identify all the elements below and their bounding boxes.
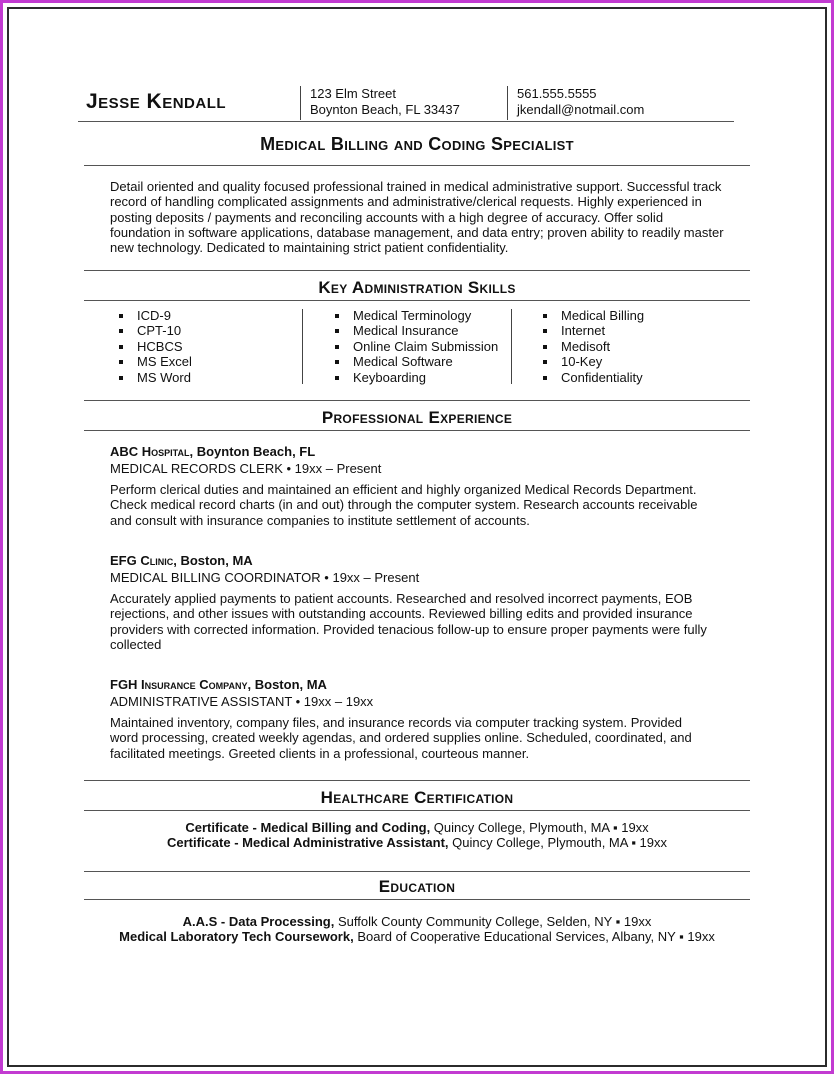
job-title: Medical Billing and Coding Specialist (260, 134, 574, 154)
summary-line: foundation in software applications, database management, and data entry; proven ability to readily master (110, 224, 724, 240)
summary-line: new technology. Dedicated to maintaining strict patient confidentiality. (110, 240, 509, 256)
job-role: MEDICAL RECORDS CLERK • 19xx – Present (110, 461, 382, 476)
education-rule-bottom (84, 899, 750, 900)
skill-item: Medical Billing (540, 308, 644, 323)
skill-item: Confidentiality (540, 370, 644, 385)
description-line: Perform clerical duties and maintained an efficient and highly organized Medical Records Department. (110, 482, 697, 497)
job-employer (110, 553, 727, 568)
header-divider-2 (507, 86, 508, 120)
skills-divider-1 (302, 309, 303, 384)
job-description (110, 715, 727, 761)
contact-block (517, 86, 644, 118)
job-description (110, 482, 727, 528)
description-line: providers with corrected information. Provided tenacious follow-up to ensure proper payments were fully (110, 621, 707, 637)
education-item (84, 929, 750, 944)
phone: 561.555.5555 (517, 86, 597, 101)
certification-rule-top (84, 780, 750, 781)
inner-frame (7, 7, 827, 1067)
employer-location: , Boston, MA (173, 553, 253, 568)
skills-title: Key Administration Skills (318, 278, 516, 297)
experience-rule-top (84, 400, 750, 401)
certification-item (84, 835, 750, 850)
skill-item: MS Excel (116, 354, 192, 369)
description-line: Check medical record charts (in and out) through the computer system. Research accounts receivable (110, 497, 698, 513)
degree-details: Board of Cooperative Educational Services, Albany, NY ▪ 19xx (353, 929, 715, 945)
job-employer (110, 444, 727, 459)
description-line: Maintained inventory, company files, and insurance records via computer tracking system. Provided (110, 715, 683, 730)
description-line: word processing, created weekly agendas, and ordered supplies online. Scheduled, coordinated, and (110, 730, 692, 746)
skills-column-1 (116, 308, 192, 385)
education-list (84, 914, 750, 945)
skill-item: Medical Terminology (332, 308, 498, 323)
degree-name: A.A.S - Data Processing, (182, 914, 335, 929)
experience-title: Professional Experience (321, 408, 513, 427)
certification-list (84, 820, 750, 851)
education-rule-top (84, 871, 750, 872)
degree-name: Medical Laboratory Tech Coursework, (119, 929, 354, 945)
skill-item: HCBCS (116, 339, 192, 354)
description-line: collected (110, 636, 162, 652)
skill-item: Keyboarding (332, 370, 498, 385)
skills-rule-top (84, 270, 750, 271)
skill-item: Internet (540, 323, 644, 338)
address-line-2: Boynton Beach, FL 33437 (310, 102, 460, 117)
skills-column-3 (540, 308, 644, 385)
experience-rule-bottom (84, 430, 750, 431)
certification-details: Quincy College, Plymouth, MA ▪ 19xx (430, 820, 649, 835)
employer-location: , Boston, MA (247, 677, 327, 692)
skill-item: MS Word (116, 370, 192, 385)
employer-name: FGH Insurance Company (110, 677, 248, 692)
description-line: facilitated meetings. Greeted clients in a professional, courteous manner. (110, 745, 530, 761)
summary-line: record of handling complicated assignments and administrative/clerical requests. Highly experienced in (110, 194, 702, 210)
description-line: Accurately applied payments to patient accounts. Researched and resolved incorrect payments, EOB (110, 591, 693, 606)
header-divider-1 (300, 86, 301, 120)
job-entry (110, 444, 727, 528)
degree-details: Suffolk County Community College, Selden, NY ▪ 19xx (334, 914, 652, 929)
certification-details: Quincy College, Plymouth, MA ▪ 19xx (448, 835, 667, 851)
skills-column-2 (332, 308, 498, 385)
certification-item (84, 820, 750, 835)
employer-name: ABC Hospital (110, 444, 190, 459)
address-line-1: 123 Elm Street (310, 86, 396, 101)
skill-item: Medisoft (540, 339, 644, 354)
job-entry (110, 677, 727, 761)
skills-rule-bottom (84, 300, 750, 301)
summary-line: posting deposits / payments and reconciling accounts with a high degree of accuracy. Offer solid (110, 209, 664, 225)
skill-item: Medical Insurance (332, 323, 498, 338)
header-rule (78, 121, 734, 122)
employer-location: , Boynton Beach, FL (189, 444, 316, 459)
title-rule (84, 165, 750, 166)
address-block (310, 86, 460, 118)
education-title: Education (378, 877, 456, 896)
candidate-name: Jesse Kendall (86, 90, 227, 113)
job-entry (110, 553, 727, 652)
skills-divider-2 (511, 309, 512, 384)
job-description (110, 591, 727, 652)
skill-item: CPT-10 (116, 323, 192, 338)
skill-item: ICD-9 (116, 308, 192, 323)
description-line: and consult with insurance companies to institute settlement of accounts. (110, 512, 530, 528)
certification-name: Certificate - Medical Billing and Coding, (185, 820, 431, 835)
skill-item: Online Claim Submission (332, 339, 498, 354)
job-role: MEDICAL BILLING COORDINATOR • 19xx – Present (110, 570, 420, 585)
certification-title: Healthcare Certification (320, 788, 514, 807)
certification-rule-bottom (84, 810, 750, 811)
education-item (84, 914, 750, 929)
summary (110, 179, 727, 255)
description-line: rejections, and other issues with outstanding accounts. Reviewed billing edits and provided insurance (110, 606, 693, 622)
skill-item: Medical Software (332, 354, 498, 369)
email: jkendall@notmail.com (517, 102, 645, 117)
job-role: ADMINISTRATIVE ASSISTANT • 19xx – 19xx (110, 694, 374, 709)
employer-name: EFG Clinic (110, 553, 174, 568)
summary-line: Detail oriented and quality focused professional trained in medical administrative support. Successful track (110, 179, 722, 194)
job-employer (110, 677, 727, 692)
skill-item: 10-Key (540, 354, 644, 369)
certification-name: Certificate - Medical Administrative Assistant, (167, 835, 449, 851)
